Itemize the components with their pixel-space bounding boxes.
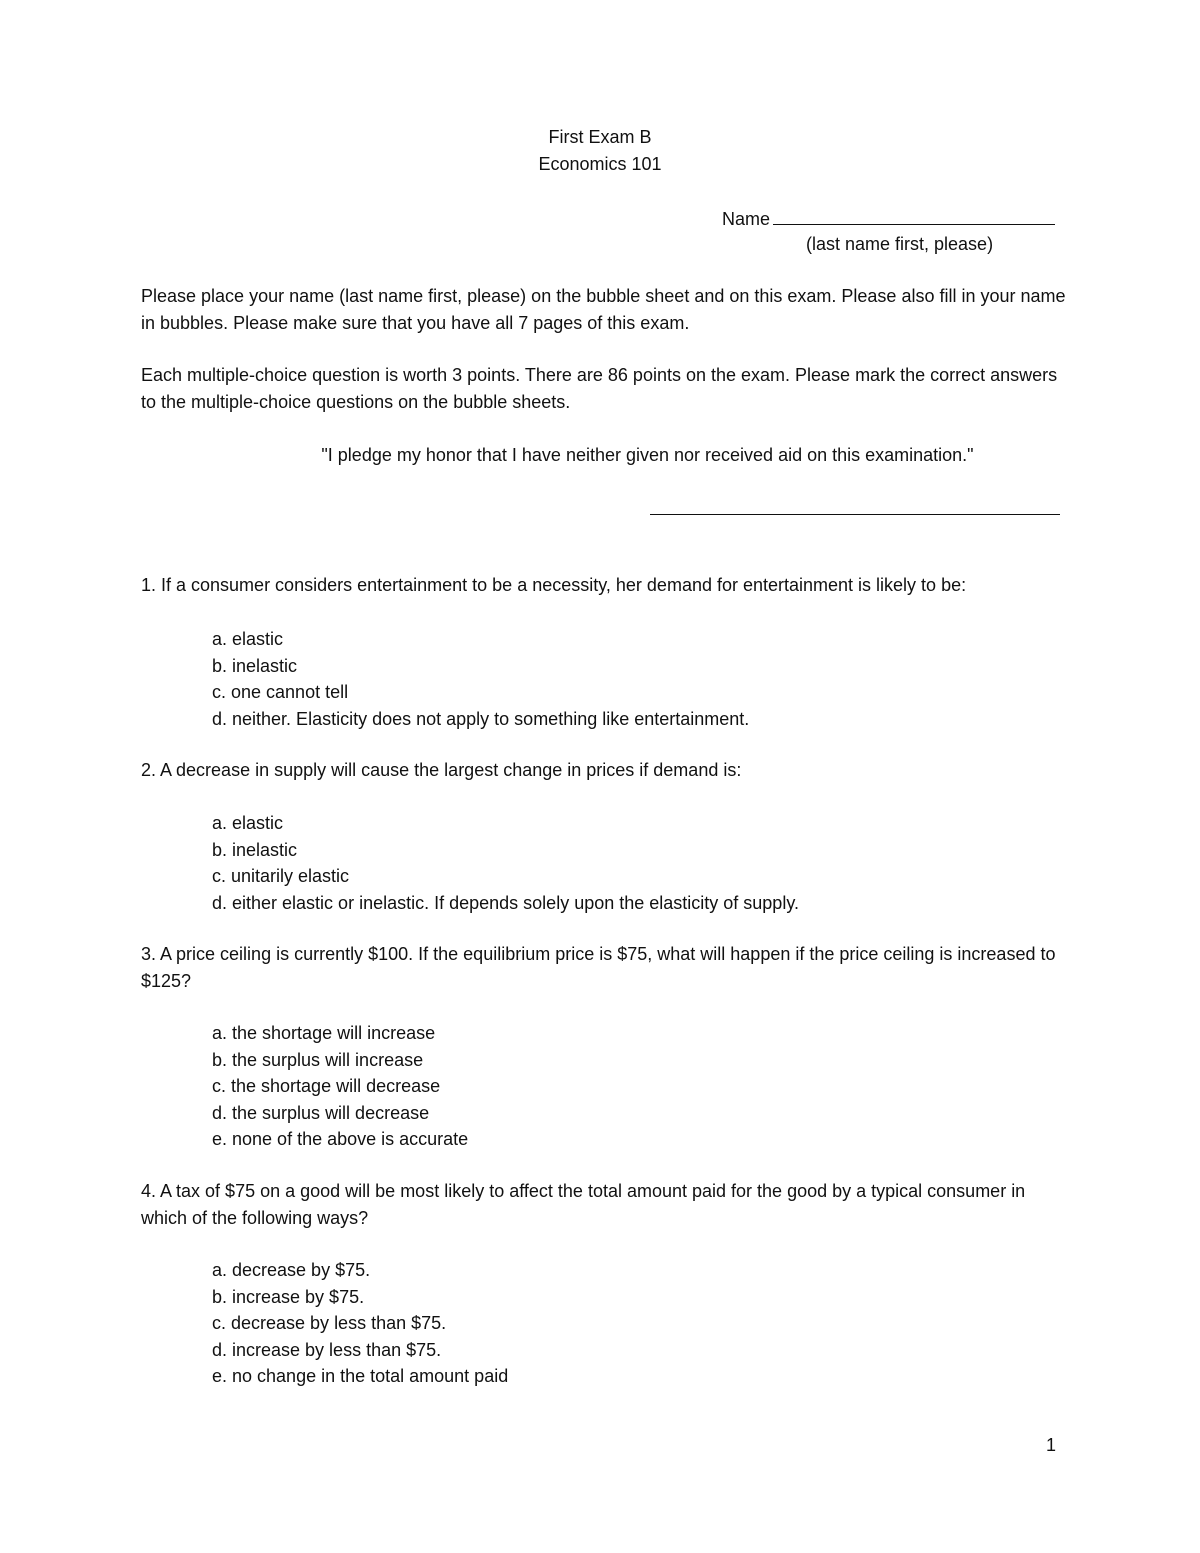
option: c. unitarily elastic <box>212 866 350 886</box>
option: d. the surplus will decrease <box>212 1102 430 1123</box>
option: a. decrease by $75. <box>212 1260 371 1280</box>
option: d. increase by less than $75. <box>212 1339 442 1360</box>
question-2: 2. A decrease in supply will cause the largest change in prices if demand is: <box>141 760 742 780</box>
question-1: 1. If a consumer considers entertainment to be a necessity, her demand for entertainment is likely to be: <box>141 575 967 595</box>
title-block <box>0 124 1200 178</box>
exam-title: First Exam B <box>548 127 652 147</box>
honor-pledge: "I pledge my honor that I have neither given nor received aid on this examination." <box>321 445 974 465</box>
page-number: 1 <box>1046 1435 1057 1455</box>
option: a. elastic <box>212 813 284 833</box>
question-4-options <box>212 1257 508 1390</box>
name-note: (last name first, please) <box>806 234 994 254</box>
question-2-options <box>212 810 799 916</box>
option: b. inelastic <box>212 839 298 860</box>
instructions-paragraph-2: Each multiple-choice question is worth 3 points. There are 86 points on the exam. Please mark the correct answers to the multiple-choice questions on the bubble sheets. <box>141 365 1058 412</box>
option: a. elastic <box>212 629 284 649</box>
option: b. the surplus will increase <box>212 1049 424 1070</box>
question-3: 3. A price ceiling is currently $100. If the equilibrium price is $75, what will happen if the price ceiling is increased to $125? <box>141 944 1056 991</box>
name-label: Name <box>722 209 771 229</box>
course-name: Economics 101 <box>538 154 662 174</box>
option: a. the shortage will increase <box>212 1023 436 1043</box>
question-3-options <box>212 1020 468 1153</box>
question-1-options <box>212 626 749 732</box>
option: c. the shortage will decrease <box>212 1076 441 1096</box>
option: c. decrease by less than $75. <box>212 1313 447 1333</box>
option: e. none of the above is accurate <box>212 1129 469 1149</box>
name-field <box>722 204 1055 233</box>
option: e. no change in the total amount paid <box>212 1366 509 1386</box>
option: d. neither. Elasticity does not apply to something like entertainment. <box>212 708 750 729</box>
option: c. one cannot tell <box>212 682 349 702</box>
question-4: 4. A tax of $75 on a good will be most likely to affect the total amount paid for the good by a typical consumer in which of the following ways? <box>141 1181 1026 1228</box>
option: d. either elastic or inelastic. If depends solely upon the elasticity of supply. <box>212 892 799 913</box>
signature-line <box>650 514 1060 515</box>
option: b. increase by $75. <box>212 1286 365 1307</box>
option: b. inelastic <box>212 655 298 676</box>
instructions-paragraph-1: Please place your name (last name first, please) on the bubble sheet and on this exam. Please also fill in your name in bubbles. Please make sure that you have all 7 pages of this exam. <box>141 286 1066 333</box>
name-underline <box>773 204 1055 225</box>
